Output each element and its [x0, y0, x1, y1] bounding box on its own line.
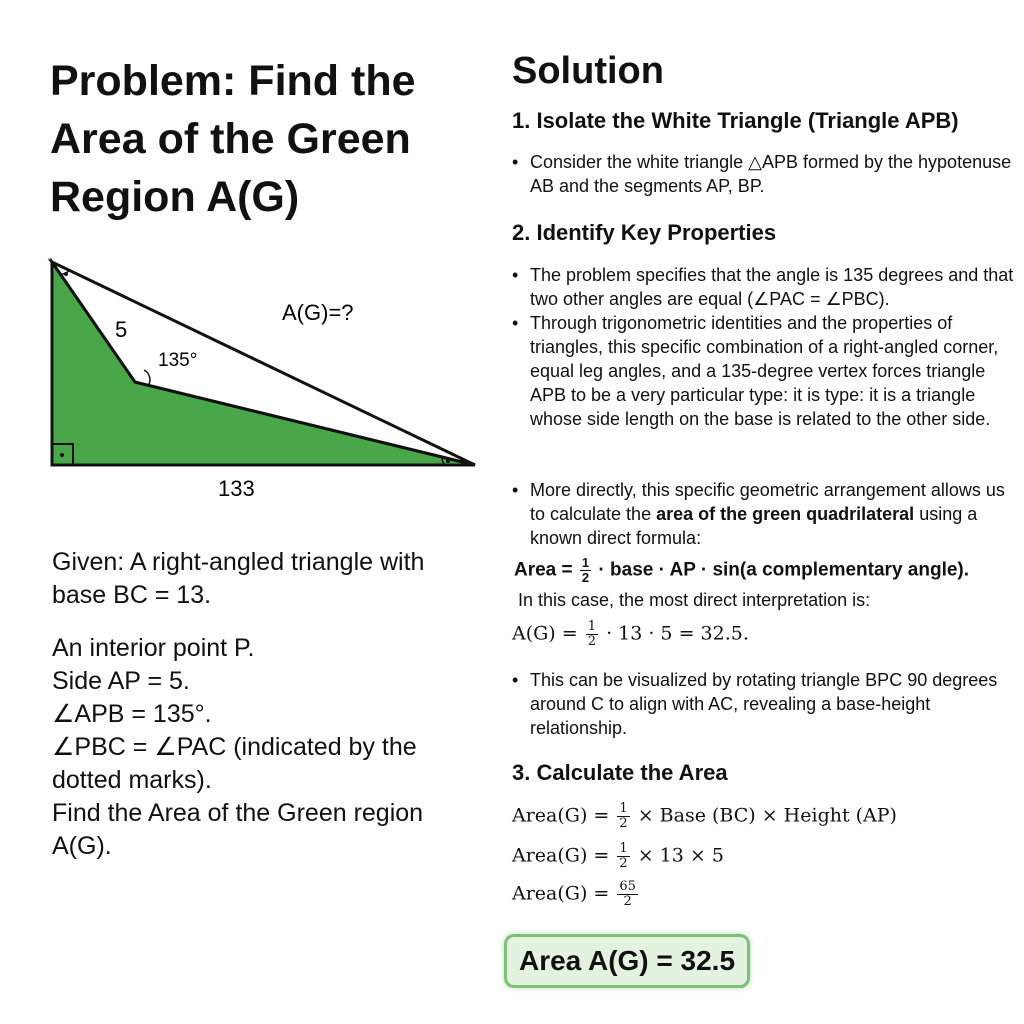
solution-title: Solution: [512, 50, 664, 92]
direct-formula: Area = $\frac{1}{2}$ · base · AP · sin(a complementary angle).: [514, 555, 970, 585]
step-2-bullet-3: • More directly, this specific geometric arrangement allows us to calculate the area of the green quadrilateral using a known direct formula:: [512, 480, 1005, 548]
given-line-2: An interior point P.: [52, 634, 255, 662]
side-label-5: 5: [115, 317, 128, 342]
step-1-heading: 1. Isolate the White Triangle (Triangle APB): [512, 108, 959, 133]
fraction-half: $\frac{1}{2}$: [619, 841, 628, 871]
given-line-1: Given: A right-angled triangle with base BC = 13.: [52, 548, 425, 609]
area-formula-line-3: Area(G) = $\frac{65}{2}$: [512, 879, 636, 909]
step-2-bullet-1: • The problem specifies that the angle is 135 degrees and that two other angles are equal (∠PAC = ∠PBC).: [512, 265, 1014, 309]
given-line-4: ∠APB = 135°.: [52, 700, 212, 728]
step-2-bullet-2: • Through trigonometric identities and the properties of triangles, this specific combination of a right-angled corner, equal leg angles, and a 135-degree vertex forces triangle APB to be a very particular type: it is type: it is a triangle whose side length on the base is related to the other side.: [512, 313, 999, 429]
area-formula-line-2: Area(G) = $\frac{1}{2}$ × 13 × 5: [512, 841, 724, 871]
fraction-half: $\frac{1}{2}$: [581, 555, 590, 585]
interpretation-formula: A(G) = $\frac{1}{2}$ · 13 · 5 = 32.5.: [512, 619, 749, 649]
right-angle-dot: [60, 453, 64, 457]
problem-title: Problem: Find the Area of the Green Region A(G): [50, 57, 416, 221]
base-label: 133: [218, 476, 255, 501]
step-2-heading: 2. Identify Key Properties: [512, 220, 777, 245]
given-section: [52, 546, 472, 863]
fraction-half: $\frac{1}{2}$: [587, 619, 597, 649]
interpretation-text: In this case, the most direct interpretation is:: [518, 590, 871, 610]
fraction-65-over-2: $\frac{65}{2}$: [619, 879, 636, 909]
answer-text: Area A(G) = 32.5: [518, 945, 736, 976]
triangle-figure: [40, 252, 490, 512]
area-formula-line-1: Area(G) = $\frac{1}{2}$ × Base (BC) × Height (AP): [512, 801, 897, 831]
angle-dot-b: [446, 459, 450, 463]
given-line-5: ∠PBC = ∠PAC (indicated by the dotted marks).: [52, 733, 417, 794]
fraction-half: $\frac{1}{2}$: [619, 801, 628, 831]
given-line-6: Find the Area of the Green region A(G).: [52, 799, 424, 860]
area-label: A(G)=?: [282, 300, 354, 325]
step-1-bullet-1: • Consider the white triangle △APB formed by the hypotenuse AB and the segments AP, BP.: [512, 152, 1012, 196]
step-3-heading: 3. Calculate the Area: [512, 760, 728, 785]
step-2-bullet-4: • This can be visualized by rotating triangle BPC 90 degrees around C to align with AC, revealing a base-height relationship.: [512, 670, 998, 738]
answer-box: [504, 934, 750, 988]
angle-label-135: 135°: [158, 350, 198, 371]
angle-dot-a: [64, 272, 68, 276]
given-line-3: Side AP = 5.: [52, 667, 190, 695]
